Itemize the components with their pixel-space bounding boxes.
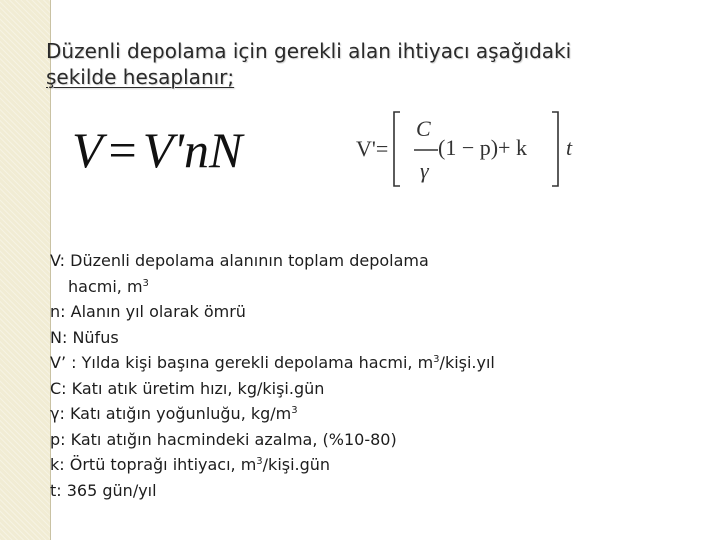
formula-rhs: t xyxy=(566,135,573,160)
title-line-1: Düzenli depolama için gerekli alan ihtiyacı aşağıdaki xyxy=(46,39,572,63)
definition-text: γ: Katı atığın yoğunluğu, kg/m xyxy=(50,404,292,423)
slide-title xyxy=(46,38,686,90)
definition-text: t: 365 gün/yıl xyxy=(50,480,157,500)
definition-text: V’ : Yılda kişi başına gerekli depolama hacmi, m xyxy=(50,353,434,372)
definition-sup: 3 xyxy=(142,277,149,289)
title-line-2: şekilde hesaplanır; xyxy=(46,65,235,89)
definition-item xyxy=(50,350,690,376)
definition-item xyxy=(50,478,690,504)
definition-sup: 3 xyxy=(433,354,440,365)
main-equation-lhs: V xyxy=(72,122,103,178)
definition-text-tail: /kişi.yıl xyxy=(439,353,495,372)
definition-item xyxy=(50,401,690,427)
definition-item xyxy=(50,274,690,300)
definition-text: N: Nüfus xyxy=(50,327,119,347)
definition-text: C: Katı atık üretim hızı, kg/kişi.gün xyxy=(50,378,325,398)
definition-item xyxy=(50,427,690,453)
main-equation-equals: = xyxy=(108,122,137,178)
definition-text: p: Katı atığın hacmindeki azalma, (%10-80) xyxy=(50,429,397,449)
definition-text: hacmi, m xyxy=(68,276,143,296)
vprime-formula xyxy=(356,108,576,190)
definition-item xyxy=(50,376,690,402)
definition-sup: 3 xyxy=(291,405,298,416)
definitions-list xyxy=(50,248,690,503)
formula-middle: (1 − p)+ k xyxy=(438,135,527,160)
right-bracket xyxy=(552,112,558,186)
fraction-denominator: γ xyxy=(420,158,429,183)
definition-text: k: Örtü toprağı ihtiyacı, m xyxy=(50,455,257,474)
definition-item xyxy=(50,325,690,351)
definition-item xyxy=(50,299,690,325)
definition-text: n: Alanın yıl olarak ömrü xyxy=(50,302,246,321)
definition-text-tail: /kişi.gün xyxy=(262,455,331,474)
definition-sup: 3 xyxy=(256,456,263,467)
definition-text: V: Düzenli depolama alanının toplam depolama xyxy=(50,251,429,270)
definition-item xyxy=(50,452,690,478)
decorative-side-panel xyxy=(0,0,50,540)
vprime-lhs: V'= xyxy=(356,136,389,161)
main-equation xyxy=(72,122,242,178)
main-equation-rhs: V'nN xyxy=(142,122,243,178)
definition-item xyxy=(50,248,690,274)
left-bracket xyxy=(394,112,400,186)
fraction-numerator: C xyxy=(416,116,431,141)
